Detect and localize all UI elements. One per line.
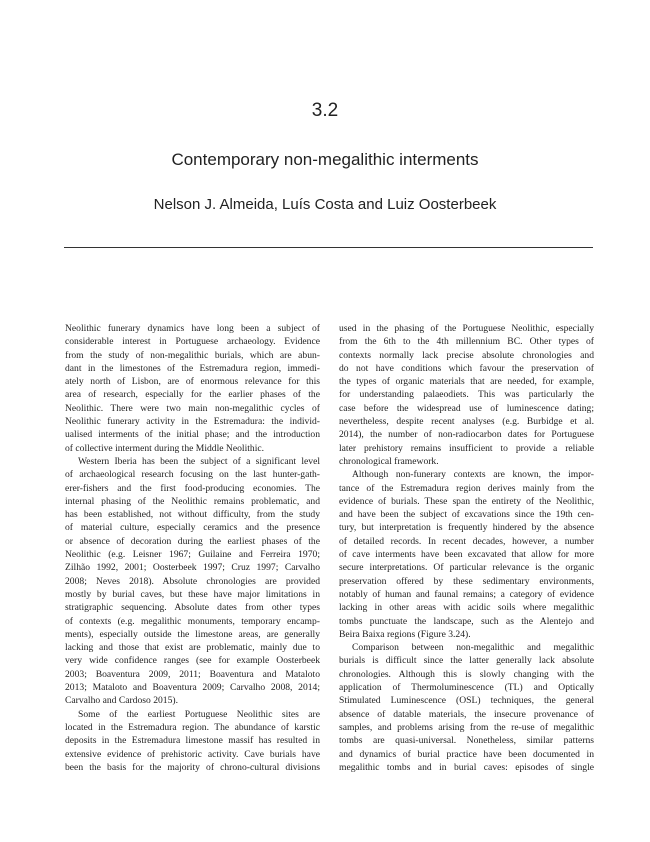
text-line: mostly by burial caves, but these have major limitations in: [65, 588, 320, 600]
text-line: chronological framework.: [339, 455, 439, 467]
text-line: 2013; Mataloto and Boaventura 2009; Carvalho 2008, 2014;: [65, 682, 320, 694]
text-line: Carvalho and Cardoso 2015).: [65, 695, 178, 707]
text-line: of cave interments have been excavated that allow for more: [339, 549, 594, 561]
text-line: stratigraphic sequencing. Absolute dates from other types: [65, 602, 320, 614]
text-line: ments), especially outside the limestone areas, are generally: [65, 628, 320, 640]
text-line: Stimulated Luminescence (OSL) techniques, the general: [339, 695, 594, 707]
text-line: later prehistory remains insufficient to provide a reliable: [339, 442, 594, 454]
text-line: tombs punctuate the landscape, such as the Alentejo and: [339, 615, 594, 627]
text-line: used in the phasing of the Portuguese Neolithic, especially: [339, 323, 594, 334]
text-line: or absence of decoration during the earliest phases of the: [65, 535, 320, 547]
chapter-authors: Nelson J. Almeida, Luís Costa and Luiz Oosterbeek: [153, 196, 497, 213]
text-line: lacking and those that exist are problematic, mainly due to: [65, 642, 320, 654]
text-line: Comparison between non-megalithic and megalithic: [352, 642, 594, 654]
text-line: evidence of burials. These span the entirety of the Neolithic,: [339, 495, 594, 507]
text-line: ualised interments of the initial phase; and the introduction: [65, 429, 320, 441]
text-line: of detailed records. In recent decades, however, a number: [339, 535, 594, 547]
chapter-title: Contemporary non-megalithic interments: [171, 150, 479, 169]
text-line: and have been the subject of excavations since the 19th cen-: [339, 509, 594, 521]
text-line: has been established, not without difficulty, from the study: [65, 509, 320, 521]
text-line: Neolithic funerary activity in the Estremadura: the individ-: [65, 416, 320, 428]
text-line: tombs are quasi-universal. Nonetheless, similar patterns: [339, 735, 594, 747]
text-line: Neolithic (e.g. Leisner 1967; Guilaine and Ferreira 1970;: [65, 549, 320, 561]
text-line: of collective interment during the Middle Neolithic.: [65, 442, 265, 454]
text-line: nevertheless, despite recent analyses (e.g. Burbidge et al.: [339, 416, 594, 428]
text-line: burials is difficult since the latter generally lack absolute: [339, 655, 594, 667]
text-line: located in the Estremadura region. The abundance of karstic: [65, 721, 320, 733]
text-line: chronologies. Although this is slowly changing with the: [339, 668, 594, 680]
body-column-left: [65, 322, 320, 774]
text-line: ately north of Lisbon, are of enormous relevance for this: [65, 376, 320, 388]
text-line: of archaeological research focusing on the last hunter-gath-: [65, 469, 320, 481]
text-line: extensive evidence of prehistoric activity. Cave burials have: [65, 748, 320, 760]
text-line: case before the widespread use of luminescence dating;: [339, 402, 594, 414]
text-line: samples, and problems arising from the re-use of megalithic: [339, 721, 594, 733]
text-line: very wide confidence ranges (see for example Oosterbeek: [65, 655, 320, 667]
text-line: absence of datable materials, the insecure provenance of: [339, 708, 594, 720]
text-line: Western Iberia has been the subject of a significant level: [78, 455, 320, 467]
text-line: megalithic tombs and in burial caves: episodes of single: [339, 761, 594, 773]
text-line: dant in the limestones of the Estremadura region, immedi-: [65, 362, 320, 374]
text-line: tance of the Estremadura region derives mainly from the: [339, 482, 594, 494]
text-line: from the study of non-megalithic burials, which are abun-: [65, 349, 320, 361]
text-line: Some of the earliest Portuguese Neolithic sites are: [78, 708, 320, 720]
text-line: Zilhão 1992, 2001; Oosterbeek 1997; Cruz 1997; Carvalho: [65, 562, 320, 574]
text-line: internal phasing of the Neolithic remains problematic, and: [65, 495, 320, 507]
text-line: for understanding palaeodiets. This was particularly the: [339, 389, 594, 401]
body-column-right: [339, 322, 594, 774]
text-line: Neolithic funerary dynamics have long been a subject of: [65, 323, 320, 334]
text-line: and dynamics of burial practice have been documented in: [339, 748, 594, 760]
text-line: 2003; Boaventura 2009, 2011; Boaventura and Mataloto: [65, 668, 320, 680]
text-line: considerable interest in Portuguese archaeology. Evidence: [65, 336, 320, 348]
text-line: of material culture, especially ceramics and the presence: [65, 522, 320, 534]
text-line: of contexts (e.g. megalithic monuments, temporary encamp-: [65, 615, 320, 627]
header-divider: [64, 247, 593, 248]
text-line: Neolithic. There were two main non-megalithic cycles of: [65, 402, 320, 414]
text-line: do not have conditions which favour the preservation of: [339, 362, 594, 374]
text-line: erer-fishers and the first food-producing economies. The: [65, 482, 320, 494]
text-line: secure interpretations. Of particular relevance is the organic: [339, 562, 594, 574]
text-line: tury, but interpretation is frequently hindered by the absence: [339, 522, 594, 534]
text-line: Beira Baixa regions (Figure 3.24).: [339, 628, 471, 640]
text-line: preservation offered by these sedimentary environments,: [339, 575, 594, 587]
text-line: notably of human and faunal remains; a category of evidence: [339, 588, 594, 600]
text-line: 2014), the number of non-radiocarbon dates for Portuguese: [339, 429, 594, 441]
text-line: 2008; Neves 2018). Absolute chronologies are provided: [65, 575, 320, 587]
text-line: the types of organic materials that are needed, for example,: [339, 376, 594, 388]
text-line: area of research, especially for the earlier phases of the: [65, 389, 320, 401]
text-line: from the 6th to the 4th millennium BC. Other types of: [339, 336, 594, 348]
text-line: Although non-funerary contexts are known, the impor-: [352, 469, 594, 481]
text-line: deposits in the Estremadura limestone massif has resulted in: [65, 735, 320, 747]
text-line: lacking in other areas with acidic soils where megalithic: [339, 602, 594, 614]
text-line: application of Thermoluminescence (TL) and Optically: [339, 682, 594, 694]
text-line: been the basis for the majority of chrono-cultural divisions: [65, 761, 320, 773]
chapter-number: 3.2: [311, 100, 339, 121]
text-line: contexts normally lack precise absolute chronologies and: [339, 349, 594, 361]
